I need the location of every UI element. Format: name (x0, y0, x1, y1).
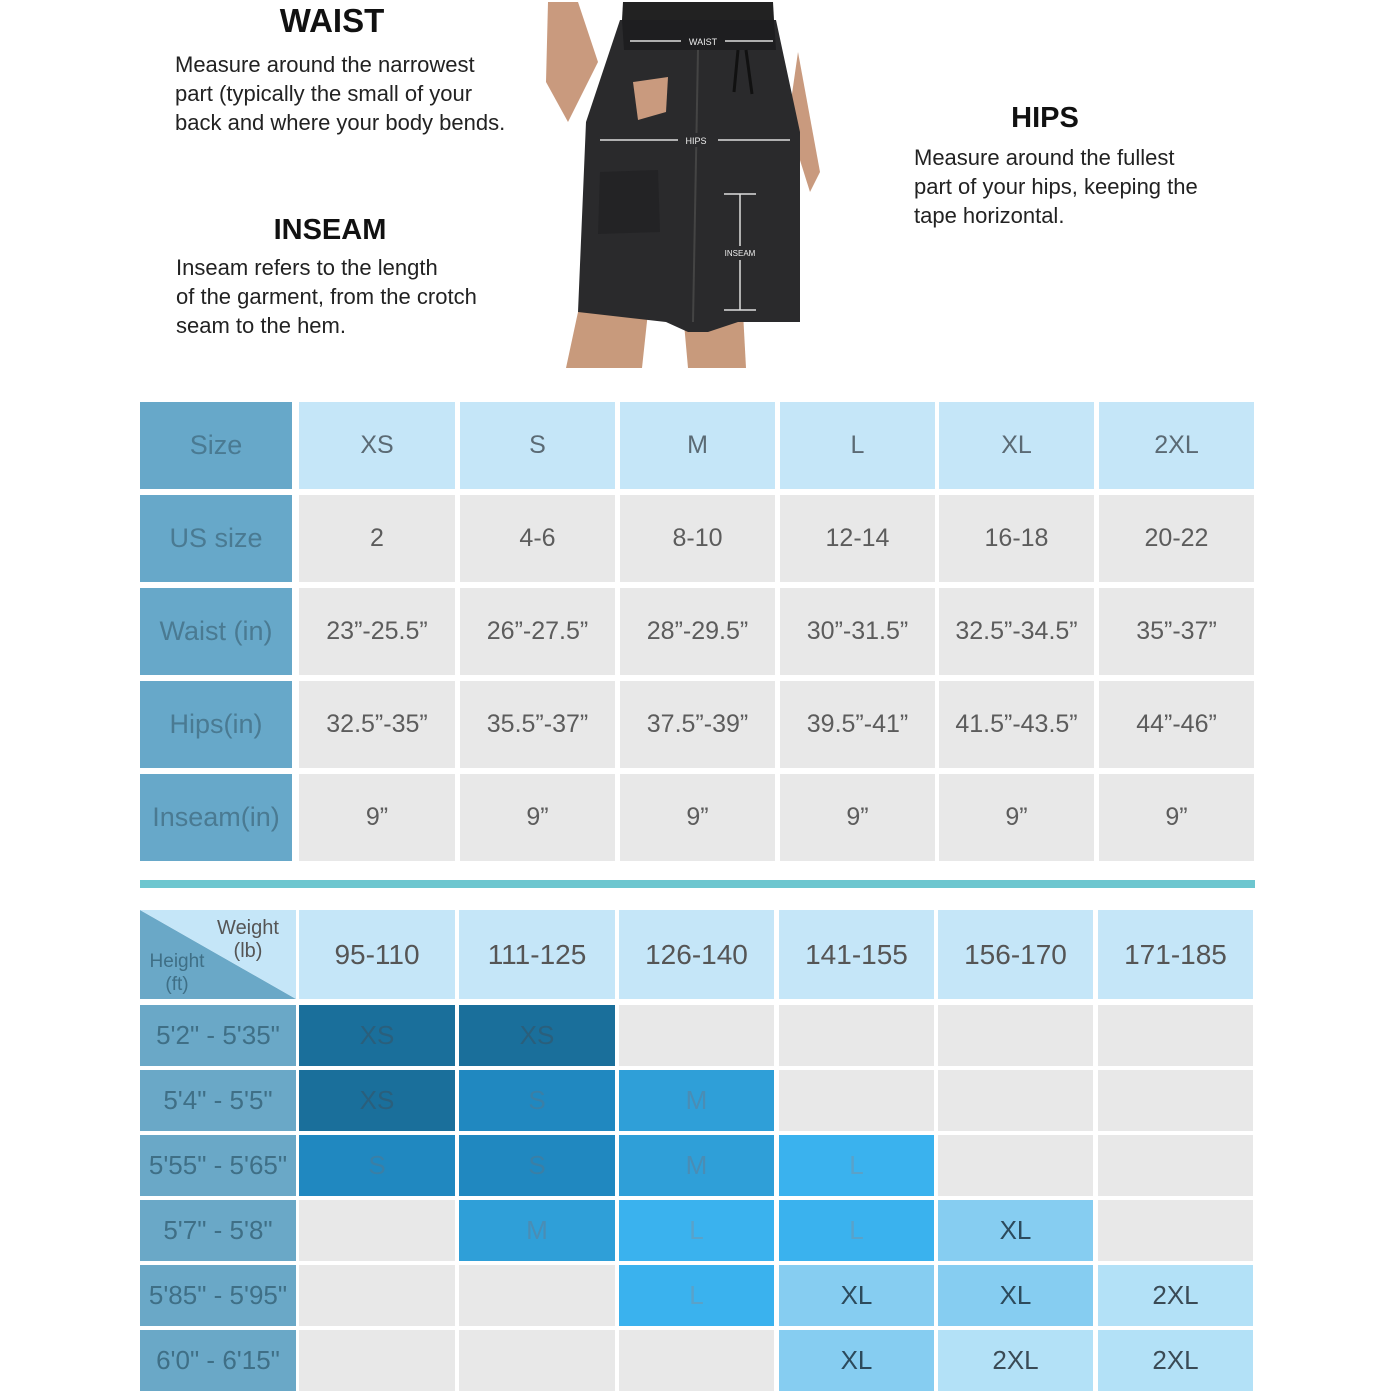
fit-grid-cell: M (619, 1135, 774, 1196)
size-column-header: M (620, 402, 775, 489)
size-table-cell: 9” (620, 774, 775, 861)
size-table-cell: 9” (1099, 774, 1254, 861)
size-column-header: 2XL (1099, 402, 1254, 489)
size-table-row-header: Size (140, 402, 292, 489)
height-row-header: 5'7" - 5'8" (140, 1200, 296, 1261)
photo-inseam-label: INSEAM (724, 249, 756, 258)
size-column-header: XL (939, 402, 1094, 489)
size-table-cell: 32.5”-34.5” (939, 588, 1094, 675)
weight-column-header: 126-140 (619, 910, 774, 999)
height-unit: (ft) (165, 974, 189, 995)
fit-grid-corner (140, 910, 296, 999)
weight-column-header: 141-155 (779, 910, 934, 999)
weight-label: Weight (217, 917, 279, 939)
fit-grid-cell: XL (938, 1200, 1093, 1261)
fit-grid-cell: 2XL (1098, 1330, 1253, 1391)
fit-grid-cell: XL (938, 1265, 1093, 1326)
height-label: Height (149, 951, 205, 972)
inseam-desc-line: Inseam refers to the length (176, 255, 438, 280)
fit-grid-cell (938, 1135, 1093, 1196)
fit-grid-cell: L (779, 1200, 934, 1261)
fit-grid-cell (1098, 1135, 1253, 1196)
weight-unit: (lb) (233, 940, 263, 962)
fit-grid-cell: 2XL (938, 1330, 1093, 1391)
size-column-header: XS (299, 402, 455, 489)
size-table-row-header: Waist (in) (140, 588, 292, 675)
size-table-cell: 9” (299, 774, 455, 861)
size-table-cell: 26”-27.5” (460, 588, 615, 675)
inseam-description (176, 253, 536, 340)
fit-grid-cell (619, 1330, 774, 1391)
size-table-cell: 4-6 (460, 495, 615, 582)
height-row-header: 5'2" - 5'35" (140, 1005, 296, 1066)
fit-grid-cell: M (459, 1200, 615, 1261)
fit-grid-cell (619, 1005, 774, 1066)
fit-grid-cell: XS (459, 1005, 615, 1066)
fit-grid-cell: S (459, 1070, 615, 1131)
fit-grid-cell (779, 1005, 934, 1066)
height-row-header: 5'55" - 5'65" (140, 1135, 296, 1196)
size-table-cell: 23”-25.5” (299, 588, 455, 675)
waist-desc-line: part (typically the small of your (175, 81, 473, 106)
size-table-cell: 35.5”-37” (460, 681, 615, 768)
fit-grid-cell (1098, 1200, 1253, 1261)
fit-grid-cell: 2XL (1098, 1265, 1253, 1326)
fit-grid-cell: L (779, 1135, 934, 1196)
size-table-cell: 39.5”-41” (780, 681, 935, 768)
size-column-header: S (460, 402, 615, 489)
fit-grid-cell (1098, 1070, 1253, 1131)
size-table-row-header: US size (140, 495, 292, 582)
fit-grid-cell (938, 1005, 1093, 1066)
fit-grid-cell (459, 1265, 615, 1326)
inseam-desc-line: seam to the hem. (176, 313, 346, 338)
weight-column-header: 156-170 (938, 910, 1093, 999)
fit-grid-cell: L (619, 1200, 774, 1261)
fit-grid-cell (938, 1070, 1093, 1131)
fit-grid-cell (779, 1070, 934, 1131)
inseam-desc-line: of the garment, from the crotch (176, 284, 477, 309)
size-table-cell: 32.5”-35” (299, 681, 455, 768)
height-row-header: 5'85" - 5'95" (140, 1265, 296, 1326)
photo-waist-label: WAIST (688, 37, 718, 47)
waist-heading: WAIST (279, 2, 385, 39)
fit-grid-cell (1098, 1005, 1253, 1066)
section-divider (140, 880, 1255, 888)
hips-desc-line: tape horizontal. (914, 203, 1065, 228)
size-table-cell: 41.5”-43.5” (939, 681, 1094, 768)
fit-grid-cell: M (619, 1070, 774, 1131)
size-table-cell: 9” (939, 774, 1094, 861)
height-row-header: 6'0" - 6'15" (140, 1330, 296, 1391)
size-table-cell: 2 (299, 495, 455, 582)
waist-description (175, 50, 545, 137)
size-column-header: L (780, 402, 935, 489)
size-table-cell: 30”-31.5” (780, 588, 935, 675)
fit-grid-cell: XS (299, 1005, 455, 1066)
fit-grid-cell (299, 1200, 455, 1261)
hips-desc-line: Measure around the fullest (914, 145, 1175, 170)
fit-grid-cell (459, 1330, 615, 1391)
waist-desc-line: Measure around the narrowest (175, 52, 475, 77)
size-table-cell: 9” (460, 774, 615, 861)
size-table-row-header: Inseam(in) (140, 774, 292, 861)
shorts-photo (538, 2, 828, 368)
weight-column-header: 111-125 (459, 910, 615, 999)
size-table-cell: 37.5”-39” (620, 681, 775, 768)
fit-grid-cell: XL (779, 1265, 934, 1326)
size-table-cell: 8-10 (620, 495, 775, 582)
fit-grid-cell: S (459, 1135, 615, 1196)
fit-grid-cell: S (299, 1135, 455, 1196)
size-table-row-header: Hips(in) (140, 681, 292, 768)
fit-grid-cell: XS (299, 1070, 455, 1131)
weight-column-header: 171-185 (1098, 910, 1253, 999)
hips-description (914, 143, 1254, 230)
fit-grid-cell: L (619, 1265, 774, 1326)
waist-desc-line: back and where your body bends. (175, 110, 506, 135)
size-table-cell: 35”-37” (1099, 588, 1254, 675)
photo-hips-label: HIPS (685, 136, 707, 146)
size-table-cell: 12-14 (780, 495, 935, 582)
weight-column-header: 95-110 (299, 910, 455, 999)
fit-grid-cell: XL (779, 1330, 934, 1391)
height-row-header: 5'4" - 5'5" (140, 1070, 296, 1131)
size-table-cell: 16-18 (939, 495, 1094, 582)
size-table-cell: 28”-29.5” (620, 588, 775, 675)
hips-desc-line: part of your hips, keeping the (914, 174, 1198, 199)
fit-grid-cell (299, 1265, 455, 1326)
size-table-cell: 9” (780, 774, 935, 861)
fit-grid-cell (299, 1330, 455, 1391)
hips-heading: HIPS (1011, 102, 1079, 134)
inseam-heading: INSEAM (273, 214, 387, 246)
size-table-cell: 44”-46” (1099, 681, 1254, 768)
size-table-cell: 20-22 (1099, 495, 1254, 582)
